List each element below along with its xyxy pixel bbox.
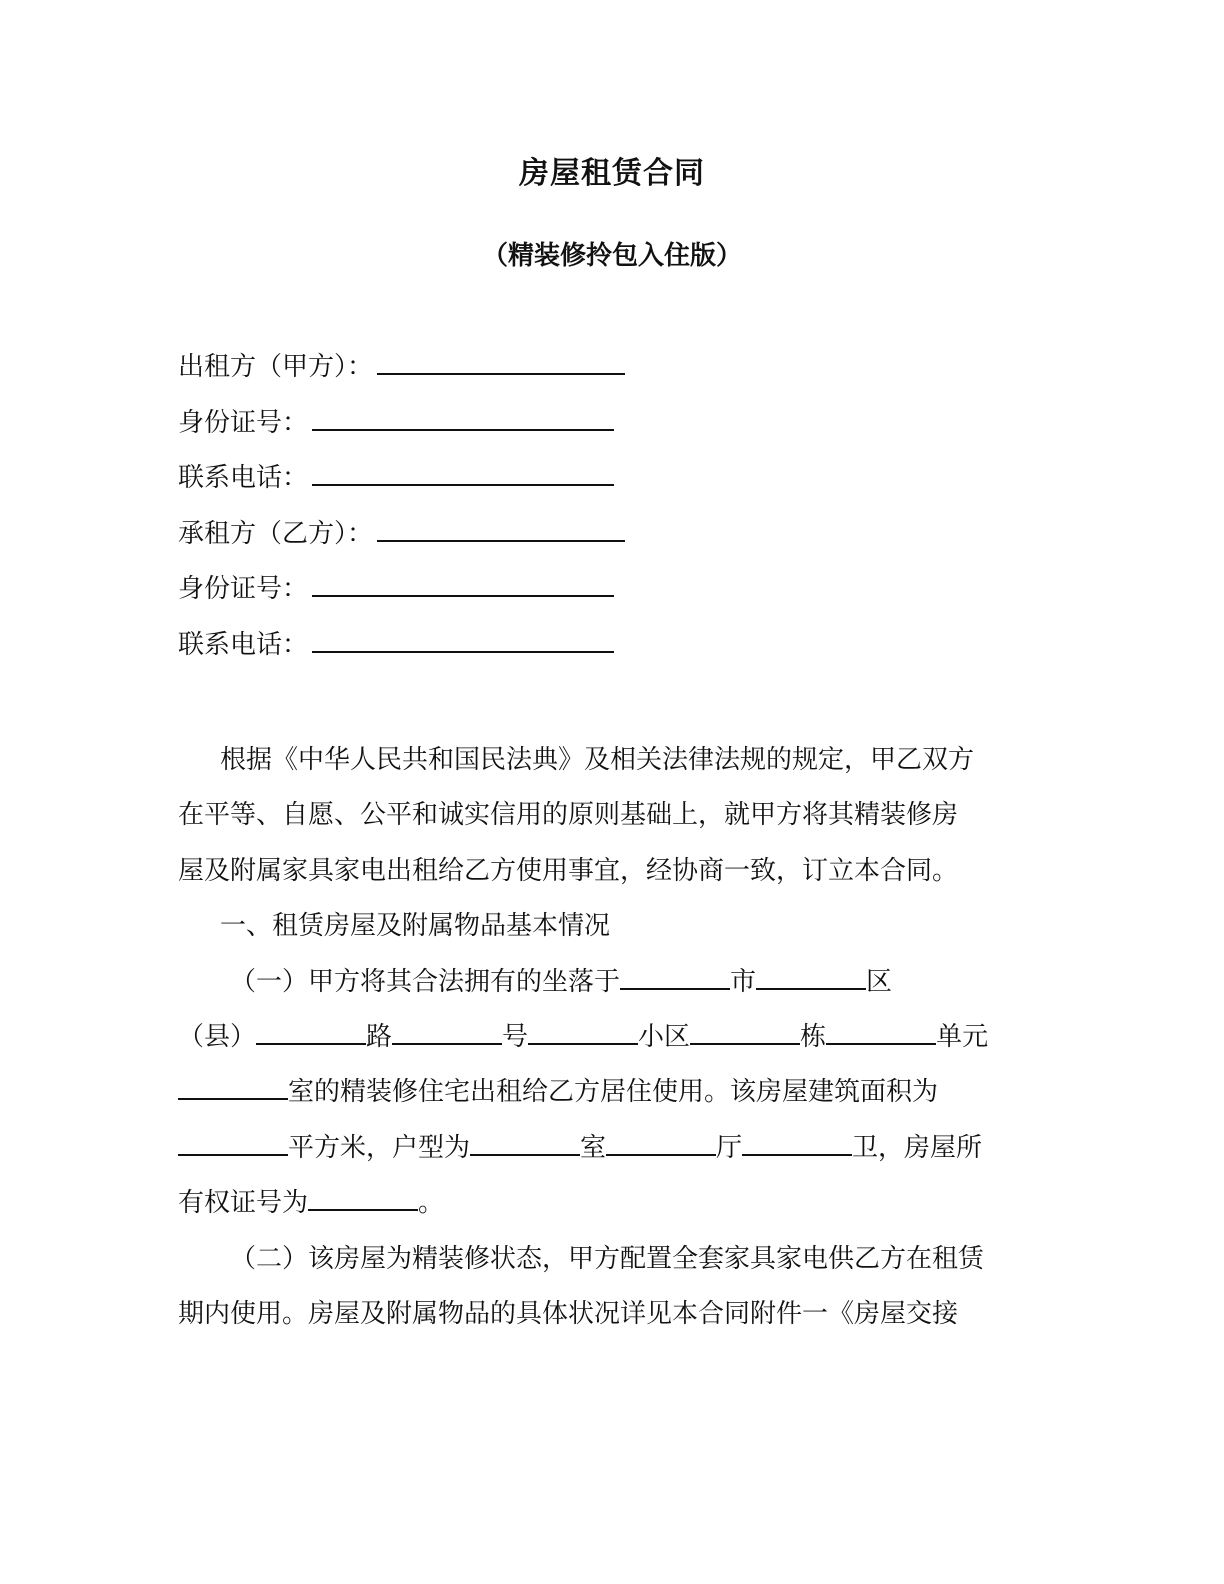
clause-1-line-2: （县） 路 号 小区 栋 单元	[178, 1010, 1028, 1065]
area-blank[interactable]	[178, 1128, 288, 1156]
lessor-id-label: 身份证号：	[178, 407, 309, 438]
room-blank[interactable]	[178, 1072, 288, 1100]
lessee-line	[178, 512, 625, 568]
lessee-id-blank[interactable]	[312, 567, 614, 597]
halls-blank[interactable]	[606, 1128, 716, 1156]
county-blank[interactable]	[256, 1017, 366, 1045]
clause-1-line-5: 有权证号为 。	[178, 1176, 1028, 1231]
lessor-id-line	[178, 401, 625, 457]
building-blank[interactable]	[826, 1017, 936, 1045]
contract-subtitle: （精装修拎包入住版）	[481, 241, 742, 271]
lessor-label: 出租方（甲方）：	[178, 352, 374, 382]
lessee-phone-label: 联系电话：	[178, 629, 309, 660]
lessee-id-label: 身份证号：	[178, 574, 309, 604]
preamble-line-1: 根据《中华人民共和国民法典》及相关法律法规的规定，甲乙双方	[220, 745, 975, 775]
baths-blank[interactable]	[742, 1128, 852, 1156]
district-blank[interactable]	[756, 962, 866, 990]
preamble-line-3: 屋及附属家具家电出租给乙方使用事宜，经协商一致，订立本合同。	[178, 855, 959, 886]
clause-1-line-1: （一）甲方将其合法拥有的坐落于 市 区	[178, 955, 1028, 1010]
bedrooms-blank[interactable]	[470, 1128, 580, 1156]
contract-body	[178, 733, 1028, 1342]
lessee-phone-line	[178, 623, 625, 679]
preamble-line-2: 在平等、自愿、公平和诚实信用的原则基础上，就甲方将其精装修房	[178, 800, 959, 831]
certificate-blank[interactable]	[308, 1183, 418, 1211]
clause-1-line-4: 平方米，户型为 室 厅 卫，房屋所	[178, 1121, 1028, 1176]
lessor-blank[interactable]	[377, 345, 625, 375]
lessor-phone-line	[178, 456, 625, 512]
city-blank[interactable]	[620, 962, 730, 990]
lessee-label: 承租方（乙方）：	[178, 518, 374, 549]
lessor-phone-label: 联系电话：	[178, 463, 309, 493]
section-1-heading: 一、租赁房屋及附属物品基本情况	[220, 911, 611, 942]
community-blank[interactable]	[690, 1017, 800, 1045]
lessor-line	[178, 345, 625, 401]
clause-2-line-1: （二）该房屋为精装修状态，甲方配置全套家具家电供乙方在租赁	[230, 1243, 985, 1274]
party-info-block	[178, 345, 625, 678]
lessor-phone-blank[interactable]	[312, 456, 614, 486]
lessee-blank[interactable]	[377, 512, 625, 542]
lessor-id-blank[interactable]	[312, 401, 614, 431]
number-blank[interactable]	[528, 1017, 638, 1045]
clause-1-line-3: 室的精装修住宅出租给乙方居住使用。该房屋建筑面积为	[178, 1065, 1028, 1120]
contract-title: 房屋租赁合同	[519, 156, 705, 191]
lessee-id-line	[178, 567, 625, 623]
lessee-phone-blank[interactable]	[312, 623, 614, 653]
road-blank[interactable]	[392, 1017, 502, 1045]
clause-2-line-2: 期内使用。房屋及附属物品的具体状况详见本合同附件一《房屋交接	[178, 1299, 959, 1330]
